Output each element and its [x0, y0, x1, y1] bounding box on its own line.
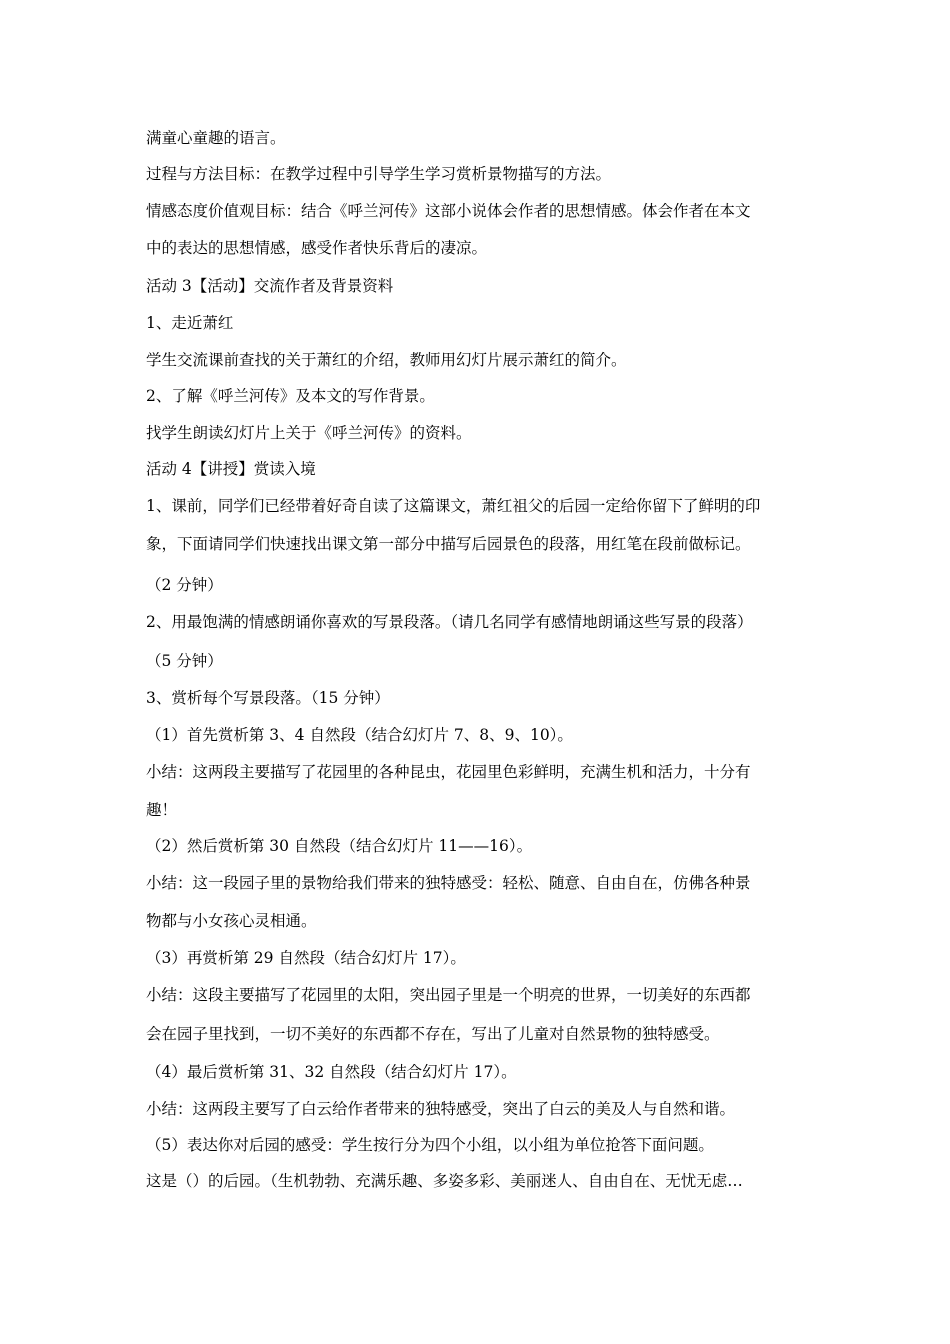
text-line: （5）表达你对后园的感受：学生按行分为四个小组，以小组为单位抢答下面问题。	[146, 1136, 714, 1154]
section-heading: 活动 4【讲授】赏读入境	[146, 460, 316, 478]
text-line: 过程与方法目标：在教学过程中引导学生学习赏析景物描写的方法。	[146, 165, 612, 183]
text-line: 小结：这两段主要描写了花园里的各种昆虫，花园里色彩鲜明，充满生机和活力，十分有	[146, 763, 751, 781]
text-line: 情感态度价值观目标：结合《呼兰河传》这部小说体会作者的思想情感。体会作者在本文	[146, 202, 751, 220]
text-line: 2、用最饱满的情感朗诵你喜欢的写景段落。（请几名同学有感情地朗诵这些写景的段落）	[146, 613, 753, 631]
text-line: 1、课前，同学们已经带着好奇自读了这篇课文，萧红祖父的后园一定给你留下了鲜明的印	[146, 497, 761, 515]
text-line: 中的表达的思想情感，感受作者快乐背后的凄凉。	[146, 239, 488, 257]
text-line: 找学生朗读幻灯片上关于《呼兰河传》的资料。	[146, 424, 472, 442]
text-line: （5 分钟）	[146, 652, 223, 670]
text-line: （2 分钟）	[146, 576, 223, 594]
text-line: 象，下面请同学们快速找出课文第一部分中描写后园景色的段落，用红笔在段前做标记。	[146, 535, 751, 553]
text-line: 1、走近萧红	[146, 314, 234, 332]
text-line: （2）然后赏析第 30 自然段（结合幻灯片 11——16）。	[146, 837, 533, 855]
text-line: （4）最后赏析第 31、32 自然段（结合幻灯片 17）。	[146, 1063, 517, 1081]
text-line: 满童心童趣的语言。	[146, 129, 286, 147]
text-line: 趣！	[146, 801, 178, 819]
text-line: 学生交流课前查找的关于萧红的介绍，教师用幻灯片展示萧红的简介。	[146, 351, 627, 369]
text-line: 会在园子里找到，一切不美好的东西都不存在，写出了儿童对自然景物的独特感受。	[146, 1025, 720, 1043]
text-line: 小结：这一段园子里的景物给我们带来的独特感受：轻松、随意、自由自在，仿佛各种景	[146, 874, 751, 892]
text-line: 这是（）的后园。（生机勃勃、充满乐趣、多姿多彩、美丽迷人、自由自在、无忧无虑…	[146, 1172, 743, 1190]
text-line: （3）再赏析第 29 自然段（结合幻灯片 17）。	[146, 949, 466, 967]
text-line: （1）首先赏析第 3、4 自然段（结合幻灯片 7、8、9、10）。	[146, 726, 573, 744]
text-line: 小结：这段主要描写了花园里的太阳，突出园子里是一个明亮的世界，一切美好的东西都	[146, 986, 751, 1004]
text-line: 3、赏析每个写景段落。（15 分钟）	[146, 689, 390, 707]
text-line: 物都与小女孩心灵相通。	[146, 912, 317, 930]
text-line: 小结：这两段主要写了白云给作者带来的独特感受，突出了白云的美及人与自然和谐。	[146, 1100, 736, 1118]
text-line: 2、了解《呼兰河传》及本文的写作背景。	[146, 387, 435, 405]
section-heading: 活动 3【活动】交流作者及背景资料	[146, 277, 394, 295]
